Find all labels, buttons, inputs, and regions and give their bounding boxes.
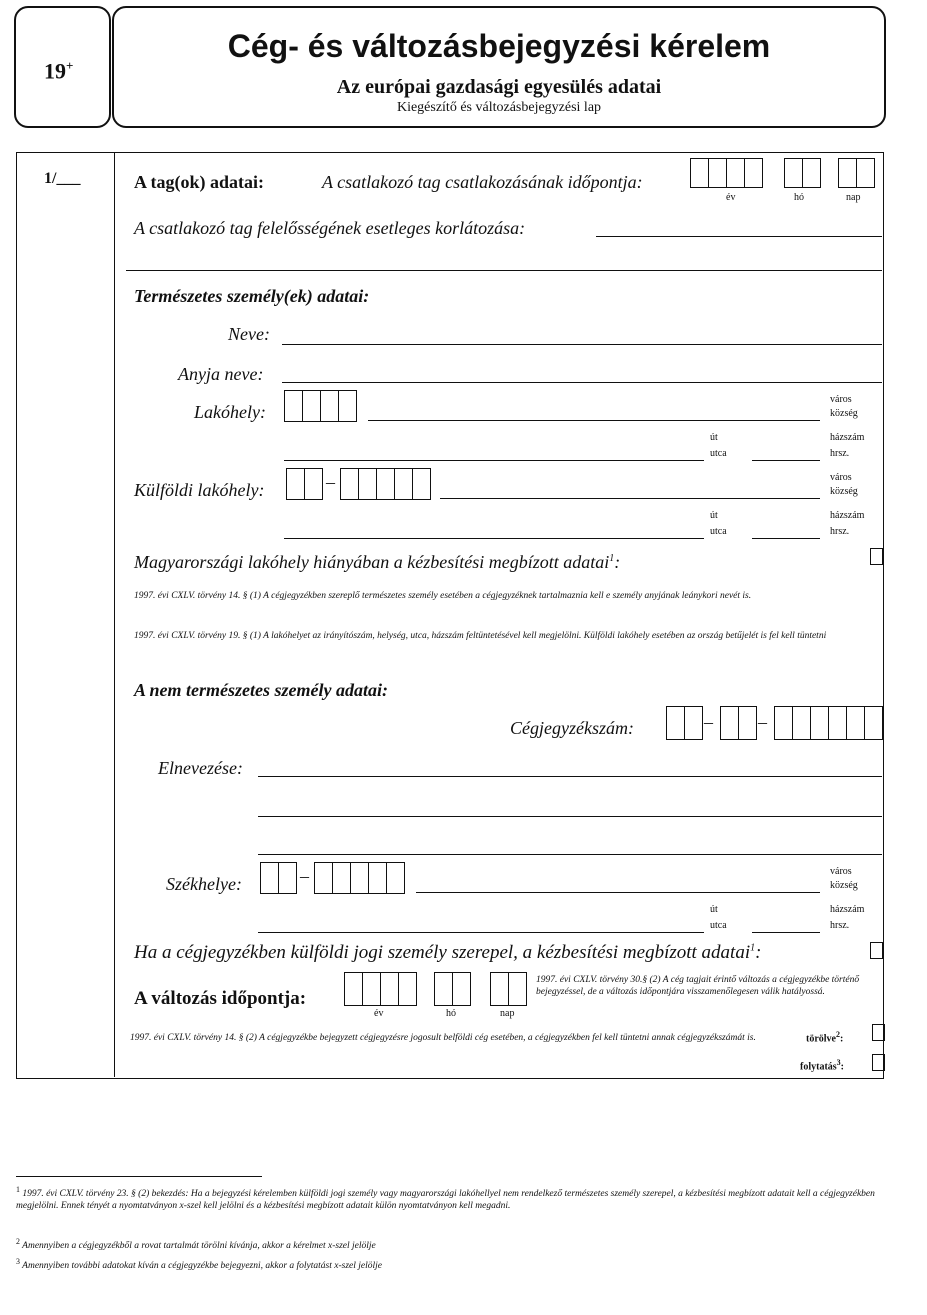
footnote-ref: 1 [750, 942, 756, 954]
footnote-number: 3 [16, 1257, 20, 1266]
postcode-cell[interactable] [320, 390, 339, 422]
reg-no-label: Cégjegyzékszám: [510, 718, 634, 738]
house-no-label: házszám [830, 510, 865, 521]
reg-no-cell[interactable] [846, 706, 865, 740]
village-label: község [830, 408, 858, 419]
country-cell[interactable] [304, 468, 323, 500]
postcode-cell[interactable] [350, 862, 369, 894]
city-label: város [830, 394, 852, 405]
continued-label: folytatás$^3$: [800, 1058, 845, 1073]
date-cell[interactable] [856, 158, 875, 188]
postcode-cell[interactable] [284, 390, 303, 422]
village-label: község [830, 880, 858, 891]
street-label: utca [710, 448, 727, 459]
reg-no-cell[interactable] [684, 706, 703, 740]
reg-no-cell[interactable] [810, 706, 829, 740]
dash: – [758, 712, 767, 732]
form-number-sup: + [66, 58, 74, 73]
date-cell[interactable] [508, 972, 527, 1006]
date-cell[interactable] [838, 158, 857, 188]
seat-house-field[interactable] [752, 932, 820, 933]
street-label: utca [710, 920, 727, 931]
date-cell[interactable] [434, 972, 453, 1006]
liability-field-2[interactable] [126, 270, 882, 271]
foreign-delivery-label: Ha a cégjegyzékben külföldi jogi személy szerepel, a kézbesítési megbízott adatai$^1$: [134, 942, 762, 963]
country-cell[interactable] [260, 862, 279, 894]
natural-heading: Természetes személy(ek) adatai: [134, 286, 370, 306]
footnote-number: 1 [16, 1185, 20, 1194]
join-date-label: A csatlakozó tag csatlakozásának időpontja: [322, 172, 643, 192]
change-date-label: A változás időpontja: [134, 988, 307, 1009]
members-heading: A tag(ok) adatai: [134, 172, 264, 192]
delivery-agent-checkbox[interactable] [870, 548, 883, 565]
mother-name-field[interactable] [282, 382, 882, 383]
reg-no-cell[interactable] [864, 706, 883, 740]
house-no-label: házszám [830, 904, 865, 915]
liability-field[interactable] [596, 236, 882, 237]
date-cell[interactable] [690, 158, 709, 188]
seat-street-field[interactable] [258, 932, 704, 933]
continued-checkbox[interactable] [872, 1054, 885, 1071]
footnote-ref: 1 [609, 553, 615, 564]
change-note: 1997. évi CXLV. törvény 30.§ (2) A cég tagjait érintő változás a cégjegyzékbe történő bejegyzéssel, de a változás időpontjára visszamenőlegesen válik hatályossá. [536, 975, 860, 997]
date-cell[interactable] [344, 972, 363, 1006]
name-label: Neve: [228, 324, 270, 344]
foreign-city-field[interactable] [440, 498, 820, 499]
postcode-cell[interactable] [412, 468, 431, 500]
postcode-cell[interactable] [340, 468, 359, 500]
entity-name-field[interactable] [258, 776, 882, 777]
delivery-agent-label: Magyarországi lakóhely hiányában a kézbesítési megbízott adatai$^1$: [134, 552, 621, 572]
liability-label: A csatlakozó tag felelősségének esetleges korlátozása: [134, 218, 526, 238]
date-cell[interactable] [784, 158, 803, 188]
road-label: út [710, 432, 718, 443]
postcode-cell[interactable] [386, 862, 405, 894]
footnote-text: 1997. évi CXLV. törvény 23. § (2) bekezdés: Ha a bejegyzési kérelemben külföldi jogi személy vagy magyarországi lakóhellyel nem rendelkező természetes személy szerepel, a kézbesítési megbízott adatait kell a cégjegyzékben megjelölni. Ennek tényét a nyomtatványon x-szel kell jelölni és a kézbesítési megbízott adatait külön nyomtatványon kell megadni. [16, 1189, 875, 1212]
seat-city-field[interactable] [416, 892, 820, 893]
date-cell[interactable] [726, 158, 745, 188]
road-label: út [710, 510, 718, 521]
date-cell[interactable] [708, 158, 727, 188]
row-number-column [16, 152, 115, 1077]
legal-heading: A nem természetes személy adatai: [134, 680, 388, 700]
residence-street-field[interactable] [284, 460, 704, 461]
lot-no-label: hrsz. [830, 448, 850, 459]
postcode-cell[interactable] [338, 390, 357, 422]
name-field[interactable] [282, 344, 882, 345]
postcode-cell[interactable] [302, 390, 321, 422]
village-label: község [830, 486, 858, 497]
reg-no-cell[interactable] [738, 706, 757, 740]
date-cell[interactable] [802, 158, 821, 188]
page-title: Cég- és változásbejegyzési kérelem [227, 28, 771, 64]
row-number: 1/___ [44, 170, 81, 187]
legal-note-2: 1997. évi CXLV. törvény 19. § (1) A lakóhelyet az irányítószám, helység, utca, házszám feltüntetésével kell megjelölni. Külföldi lakóhely esetében az ország betűjelét is fel kell tüntetni [134, 631, 827, 641]
city-label: város [830, 472, 852, 483]
date-cell[interactable] [744, 158, 763, 188]
date-cell[interactable] [490, 972, 509, 1006]
footnote-3 [16, 1256, 882, 1272]
road-label: út [710, 904, 718, 915]
footnote-separator [16, 1176, 262, 1177]
city-label: város [830, 866, 852, 877]
footnote-text: Amennyiben a cégjegyzékből a rovat tartalmát törölni kívánja, akkor a kérelmet x-szel jelölje [22, 1241, 376, 1252]
foreign-residence-label: Külföldi lakóhely: [134, 480, 265, 500]
postcode-cell[interactable] [332, 862, 351, 894]
change-month-label: hó [446, 1008, 456, 1019]
postcode-cell[interactable] [368, 862, 387, 894]
footnote-number: 2 [16, 1237, 20, 1246]
footnote-1 [16, 1184, 882, 1212]
reg-no-cell[interactable] [720, 706, 739, 740]
footnote-ref: 2 [836, 1030, 840, 1039]
seat-label: Székhelye: [166, 874, 242, 894]
date-cell[interactable] [398, 972, 417, 1006]
form-number-text: 19 [44, 58, 66, 84]
dash: – [300, 866, 309, 886]
country-cell[interactable] [286, 468, 305, 500]
foreign-delivery-checkbox[interactable] [870, 942, 883, 959]
page-subsubtitle: Kiegészítő és változásbejegyzési lap [396, 100, 602, 115]
lot-no-label: hrsz. [830, 920, 850, 931]
date-day-label: nap [846, 192, 861, 203]
residence-house-field[interactable] [752, 460, 820, 461]
dash: – [704, 712, 713, 732]
postcode-cell[interactable] [358, 468, 377, 500]
date-cell[interactable] [380, 972, 399, 1006]
footnote-2 [16, 1236, 882, 1252]
country-cell[interactable] [278, 862, 297, 894]
mother-name-label: Anyja neve: [178, 364, 264, 384]
foreign-street-field[interactable] [284, 538, 704, 539]
form-number-box [14, 6, 111, 128]
residence-label: Lakóhely: [194, 402, 266, 422]
foreign-house-field[interactable] [752, 538, 820, 539]
postcode-cell[interactable] [376, 468, 395, 500]
form-number [44, 58, 73, 84]
delivery-agent-text: Magyarországi lakóhely hiányában a kézbesítési megbízott adatai [134, 552, 610, 572]
change-note-2: 1997. évi CXLV. törvény 14. § (2) A cégjegyzékbe bejegyzett cégjegyzésre jogosult belföldi cég esetében, a cégjegyzékben fel kell tüntetni annak cégjegyzékszámát is. [130, 1033, 756, 1043]
header-title-box [112, 6, 886, 128]
continued-text: folytatás [800, 1061, 837, 1073]
lot-no-label: hrsz. [830, 526, 850, 537]
page-subtitle: Az európai gazdasági egyesülés adatai [336, 76, 662, 98]
reg-no-cell[interactable] [774, 706, 793, 740]
entity-name-label: Elnevezése: [158, 758, 243, 778]
footnote-ref: 3 [836, 1058, 841, 1067]
date-year-label: év [726, 192, 736, 203]
entity-name-field-2[interactable] [258, 816, 882, 817]
deleted-checkbox[interactable] [872, 1024, 885, 1041]
street-label: utca [710, 526, 727, 537]
date-cell[interactable] [452, 972, 471, 1006]
reg-no-cell[interactable] [792, 706, 811, 740]
foreign-delivery-text: Ha a cégjegyzékben külföldi jogi személy szerepel, a kézbesítési megbízott adatai [134, 942, 751, 963]
legal-note-1: 1997. évi CXLV. törvény 14. § (1) A cégjegyzékben szereplő természetes személy esetében a cégjegyzéknek tartalmaznia kell e személy anyjának leánykori nevét is. [134, 591, 752, 601]
house-no-label: házszám [830, 432, 865, 443]
change-year-label: év [374, 1008, 384, 1019]
deleted-label: törölve$^2$: [806, 1030, 844, 1045]
footnote-text: Amennyiben további adatokat kíván a cégjegyzékbe bejegyezni, akkor a folytatást x-szel jelölje [22, 1261, 382, 1272]
date-month-label: hó [794, 192, 804, 203]
postcode-cell[interactable] [394, 468, 413, 500]
reg-no-cell[interactable] [666, 706, 685, 740]
deleted-text: törölve [806, 1033, 836, 1045]
residence-city-field[interactable] [368, 420, 820, 421]
entity-name-field-3[interactable] [258, 854, 882, 855]
postcode-cell[interactable] [314, 862, 333, 894]
date-cell[interactable] [362, 972, 381, 1006]
dash: – [326, 472, 335, 492]
reg-no-cell[interactable] [828, 706, 847, 740]
change-day-label: nap [500, 1008, 515, 1019]
